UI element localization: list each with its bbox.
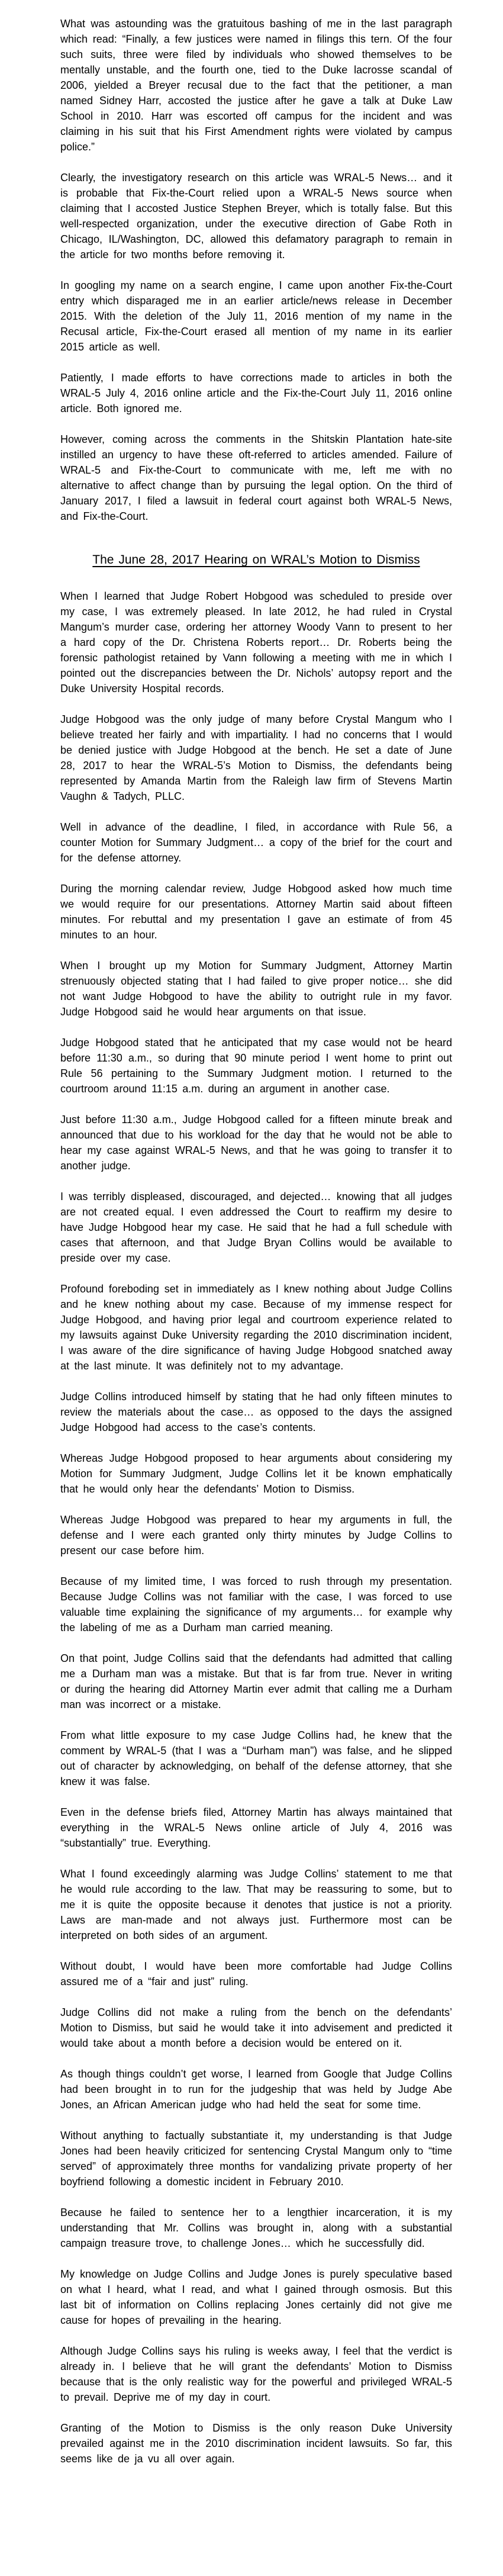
paragraph: Without anything to factually substantiate it, my understanding is that Judge Jones had been heavily criticized for sentencing Crystal Mangum only to “time served” of approximately three months for vandalizing private property of her boyfriend following a domestic incident in February 2010. (60, 2130, 452, 2188)
paragraph: I was terribly displeased, discouraged, and dejected… knowing that all judges are not created equal. I even addressed the Court to reaffirm my desire to have Judge Hobgood hear my case. He said that he had a full schedule with cases that afternoon, and that Judge Bryan Collins would be available to preside over my case. (60, 1191, 452, 1264)
paragraph: Even in the defense briefs filed, Attorney Martin has always maintained that everything in the WRAL-5 News online article of July 4, 2016 was “substantially” true. Everything. (60, 1806, 452, 1849)
paragraph: Just before 11:30 a.m., Judge Hobgood called for a fifteen minute break and announced that due to his workload for the day that he would not be able to hear my case against WRAL-5 News, and that he was going to transfer it to another judge. (60, 1114, 452, 1172)
paragraph: Because of my limited time, I was forced to rush through my presentation. Because Judge Collins was not familiar with the case, I was forced to use valuable time explaining the significance of my arguments… for example why the labeling of me as a Durham man carried meaning. (60, 1575, 452, 1633)
paragraph: My knowledge on Judge Collins and Judge Jones is purely speculative based on what I heard, what I read, and what I gained through osmosis. But this last bit of information on Collins replacing Jones certainly did not give me cause for hopes of prevailing in the hearing. (60, 2268, 452, 2326)
paragraph: Without doubt, I would have been more comfortable had Judge Collins assured me of a “fair and just” ruling. (60, 1960, 452, 1988)
paragraph: What was astounding was the gratuitous bashing of me in the last paragraph which read: “Finally, a few justices were named in filings this tern. Of the four such suits, three were filed by individuals who showed themselves to be mentally unstable, and the fourth one, tied to the Duke lacrosse scandal of 2006, yielded a Breyer recusal due to the fact that the petitioner, a man named Sidney Harr, accosted the justice after he gave a talk at Duke Law School in 2010. Harr was escorted off campus for the incident and was claiming in his suit that his First Amendment rights were violated by campus police.” (60, 18, 452, 153)
paragraph: Granting of the Motion to Dismiss is the only reason Duke University prevailed against me in the 2010 discrimination incident lawsuits. So far, this seems like de ja vu all over again. (60, 2422, 452, 2465)
paragraph: From what little exposure to my case Judge Collins had, he knew that the comment by WRAL-5 (that I was a “Durham man”) was false, and he slipped out of character by acknowledging, on behalf of the defense attorney, that she knew it was false. (60, 1729, 452, 1787)
paragraph: What I found exceedingly alarming was Judge Collins’ statement to me that he would rule according to the law. That may be reassuring to some, but to me it is quite the opposite because it denotes that justice is not a priority. Laws are man-made and not always just. Furthermore most can be interpreted on both sides of an argument. (60, 1868, 452, 1941)
paragraph: When I brought up my Motion for Summary Judgment, Attorney Martin strenuously objected stating that I had failed to give proper notice… she did not want Judge Hobgood to have the ability to outright rule in my favor. Judge Hobgood said he would hear arguments on that issue. (60, 960, 452, 1018)
paragraph: When I learned that Judge Robert Hobgood was scheduled to preside over my case, I was extremely pleased. In late 2012, he had ruled in Crystal Mangum’s murder case, ordering her attorney Woody Vann to present to her a hard copy of the Dr. Christena Roberts report… Dr. Roberts being the forensic pathologist retained by Vann following a meeting with me in which I pointed out the discrepancies between the Dr. Nichols’ autopsy report and the Duke University Hospital records. (60, 590, 452, 694)
section-heading (60, 551, 452, 569)
paragraph: However, coming across the comments in the Shitskin Plantation hate-site instilled an urgency to have these oft-referred to articles amended. Failure of WRAL-5 and Fix-the-Court to communicate with me, left me with no alternative to affect change than by pursuing the legal option. On the third of January 2017, I filed a lawsuit in federal court against both WRAL-5 News, and Fix-the-Court. (60, 433, 452, 522)
paragraph: Clearly, the investigatory research on this article was WRAL-5 News… and it is probable that Fix-the-Court relied upon a WRAL-5 News source when claiming that I accosted Justice Stephen Breyer, which is totally false. But this well-respected organization, under the executive direction of Gabe Roth in Chicago, IL/Washington, DC, allowed this defamatory paragraph to remain in the article for two months before removing it. (60, 172, 452, 261)
paragraph: Judge Collins introduced himself by stating that he had only fifteen minutes to review the materials about the case… as opposed to the days the assigned Judge Hobgood had access to the case’s contents. (60, 1391, 452, 1433)
paragraph: Judge Hobgood stated that he anticipated that my case would not be heard before 11:30 a.m., so during that 90 minute period I went home to print out Rule 56 pertaining to the Summary Judgment motion. I returned to the courtroom around 11:15 a.m. during an argument in another case. (60, 1037, 452, 1095)
paragraph: Well in advance of the deadline, I filed, in accordance with Rule 56, a counter Motion for Summary Judgment… a copy of the brief for the court and for the defense attorney. (60, 821, 452, 864)
paragraph: Judge Collins did not make a ruling from the bench on the defendants’ Motion to Dismiss, but said he would take it into advisement and predicted it would take about a month before a decision would be entered on it. (60, 2006, 452, 2049)
paragraph: Judge Hobgood was the only judge of many before Crystal Mangum who I believe treated her fairly and with impartiality. I had no concerns that I would be denied justice with Judge Hobgood at the bench. He set a date of June 28, 2017 to hear the WRAL-5’s Motion to Dismiss, the defendants being represented by Amanda Martin from the Raleigh law firm of Stevens Martin Vaughn & Tadych, PLLC. (60, 713, 452, 802)
paragraph: During the morning calendar review, Judge Hobgood asked how much time we would require for our presentations. Attorney Martin said about fifteen minutes. For rebuttal and my presentation I gave an estimate of from 45 minutes to an hour. (60, 883, 452, 941)
paragraph: Although Judge Collins says his ruling is weeks away, I feel that the verdict is already in. I believe that he will grant the defendants’ Motion to Dismiss because that is the only realistic way for the powerful and privileged WRAL-5 to prevail. Deprive me of my day in court. (60, 2345, 452, 2403)
paragraph: On that point, Judge Collins said that the defendants had admitted that calling me a Durham man was a mistake. But that is far from true. Never in writing or during the hearing did Attorney Martin ever admit that calling me a Durham man was incorrect or a mistake. (60, 1652, 452, 1710)
paragraph: Because he failed to sentence her to a lengthier incarceration, it is my understanding that Mr. Collins was brought in, along with a substantial campaign treasure trove, to challenge Jones… which he successfully did. (60, 2207, 452, 2249)
paragraph: Whereas Judge Hobgood proposed to hear arguments about considering my Motion for Summary Judgment, Judge Collins let it be known emphatically that he would only hear the defendants’ Motion to Dismiss. (60, 1452, 452, 1495)
section-heading-text: The June 28, 2017 Hearing on WRAL’s Motion to Dismiss (92, 553, 420, 567)
paragraph: Profound foreboding set in immediately as I knew nothing about Judge Collins and he knew nothing about my case. Because of my immense respect for Judge Hobgood, and having prior legal and courtroom experience related to my lawsuits against Duke University regarding the 2010 discrimination incident, I was aware of the dire significance of having Judge Hobgood snatched away at the last minute. It was definitely not to my advantage. (60, 1283, 452, 1372)
paragraph: In googling my name on a search engine, I came upon another Fix-the-Court entry which disparaged me in an earlier article/news release in December 2015. With the deletion of the July 11, 2016 mention of my name in the Recusal article, Fix-the-Court erased all mention of my name in its earlier 2015 article as well. (60, 279, 452, 353)
paragraph: As though things couldn’t get worse, I learned from Google that Judge Collins had been brought in to run for the judgeship that was held by Judge Abe Jones, an African American judge who had held the seat for some time. (60, 2068, 452, 2111)
paragraph: Whereas Judge Hobgood was prepared to hear my arguments in full, the defense and I were each granted only thirty minutes by Judge Collins to present our case before him. (60, 1514, 452, 1556)
paragraph: Patiently, I made efforts to have corrections made to articles in both the WRAL-5 July 4, 2016 online article and the Fix-the-Court July 11, 2016 online article. Both ignored me. (60, 372, 452, 414)
